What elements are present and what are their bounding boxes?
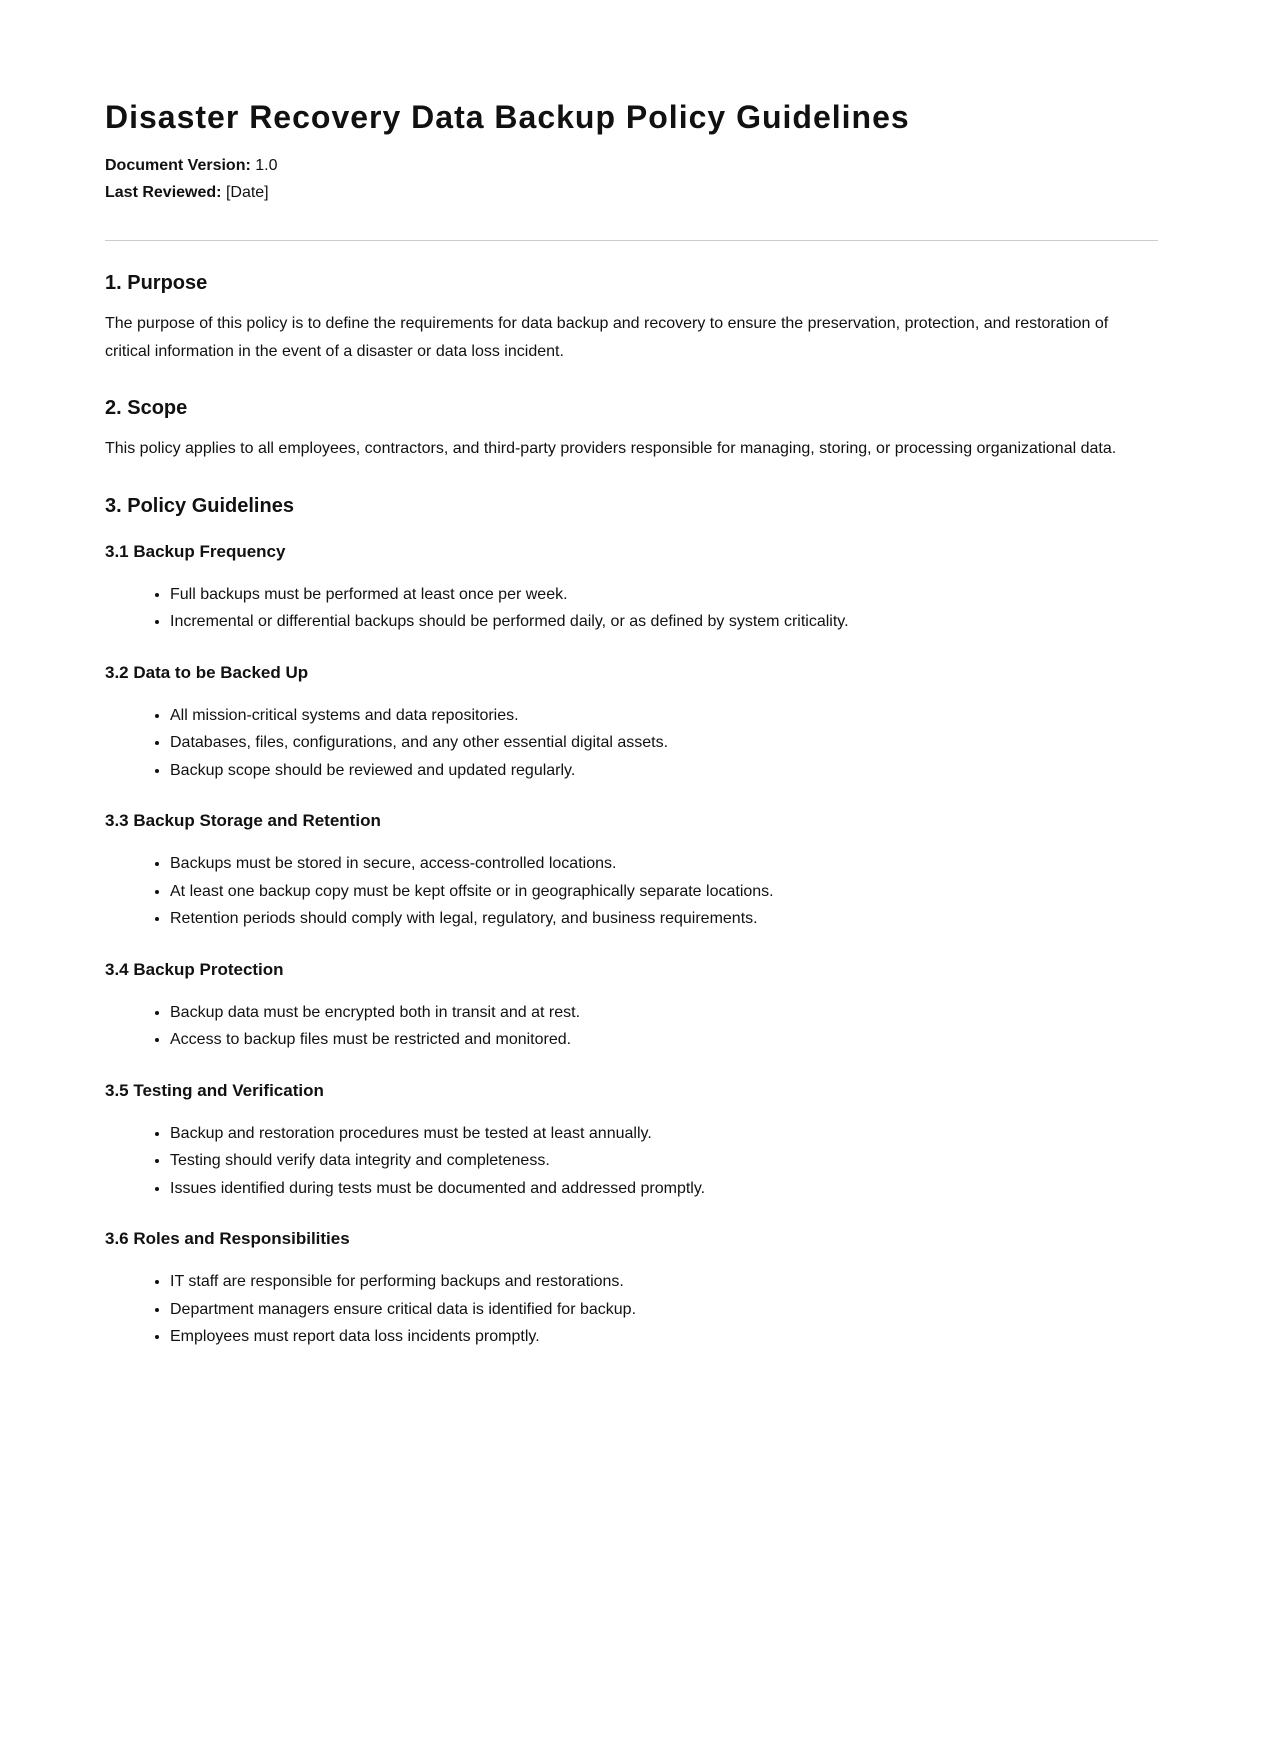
subsection-heading-testing-verification: 3.5 Testing and Verification <box>105 1080 324 1100</box>
list-backup-frequency <box>105 581 1158 636</box>
list-item: • Retention periods should comply with legal, regulatory, and business requirements. <box>170 905 1158 933</box>
list-data-to-be-backed-up <box>105 702 1158 785</box>
list-item: • Incremental or differential backups should be performed daily, or as defined by system criticality. <box>170 608 1158 636</box>
subsection-heading-roles-responsibilities: 3.6 Roles and Responsibilities <box>105 1229 350 1248</box>
list-item: • Backup and restoration procedures must be tested at least annually. <box>170 1120 1158 1148</box>
list-item: • Employees must report data loss incidents promptly. <box>170 1323 1158 1351</box>
subsection-heading-data-to-be-backed-up: 3.2 Data to be Backed Up <box>105 662 309 682</box>
meta-last-reviewed-label: Last Reviewed: <box>105 184 222 201</box>
meta-version-label: Document Version: <box>105 157 251 174</box>
list-item: • Full backups must be performed at least once per week. <box>170 581 1158 609</box>
list-item: • Backups must be stored in secure, access-controlled locations. <box>170 850 1158 878</box>
subsection-heading-backup-protection: 3.4 Backup Protection <box>105 959 284 979</box>
document-title: Disaster Recovery Data Backup Policy Guidelines <box>105 99 910 135</box>
list-item: • Access to backup files must be restricted and monitored. <box>170 1026 1158 1054</box>
list-backup-protection <box>105 999 1158 1054</box>
list-roles-responsibilities <box>105 1268 1158 1351</box>
section-body-purpose: The purpose of this policy is to define the requirements for data backup and recovery to ensure the preservation, protection, and restoration of critical information in the event of a disaster or data loss incident. <box>105 315 1109 360</box>
list-item: • All mission-critical systems and data repositories. <box>170 702 1158 730</box>
list-item: • Backup scope should be reviewed and updated regularly. <box>170 757 1158 785</box>
meta-version <box>105 152 1158 179</box>
list-item: • Backup data must be encrypted both in transit and at rest. <box>170 999 1158 1027</box>
meta-last-reviewed-value: [Date] <box>225 184 269 201</box>
section-heading-purpose: 1. Purpose <box>105 272 208 294</box>
section-heading-policy-guidelines: 3. Policy Guidelines <box>105 494 294 517</box>
divider <box>105 240 1158 241</box>
list-item: • At least one backup copy must be kept offsite or in geographically separate locations. <box>170 878 1158 906</box>
meta-version-value: 1.0 <box>255 157 278 174</box>
section-heading-scope: 2. Scope <box>105 397 188 419</box>
list-item: • Department managers ensure critical data is identified for backup. <box>170 1296 1158 1324</box>
subsection-heading-storage-retention: 3.3 Backup Storage and Retention <box>105 811 381 830</box>
list-item: • IT staff are responsible for performing backups and restorations. <box>170 1268 1158 1296</box>
section-body-scope: This policy applies to all employees, contractors, and third-party providers responsible for managing, storing, or processing organizational data. <box>105 440 1117 457</box>
subsection-heading-backup-frequency: 3.1 Backup Frequency <box>105 541 286 561</box>
meta-last-reviewed <box>105 179 1158 206</box>
policy-document <box>105 0 1158 1345</box>
list-item: • Issues identified during tests must be documented and addressed promptly. <box>170 1175 1158 1203</box>
list-item: • Testing should verify data integrity and completeness. <box>170 1147 1158 1175</box>
list-storage-retention <box>105 850 1158 933</box>
list-item: • Databases, files, configurations, and any other essential digital assets. <box>170 729 1158 757</box>
list-testing-verification <box>105 1120 1158 1203</box>
document-meta <box>105 152 1158 206</box>
